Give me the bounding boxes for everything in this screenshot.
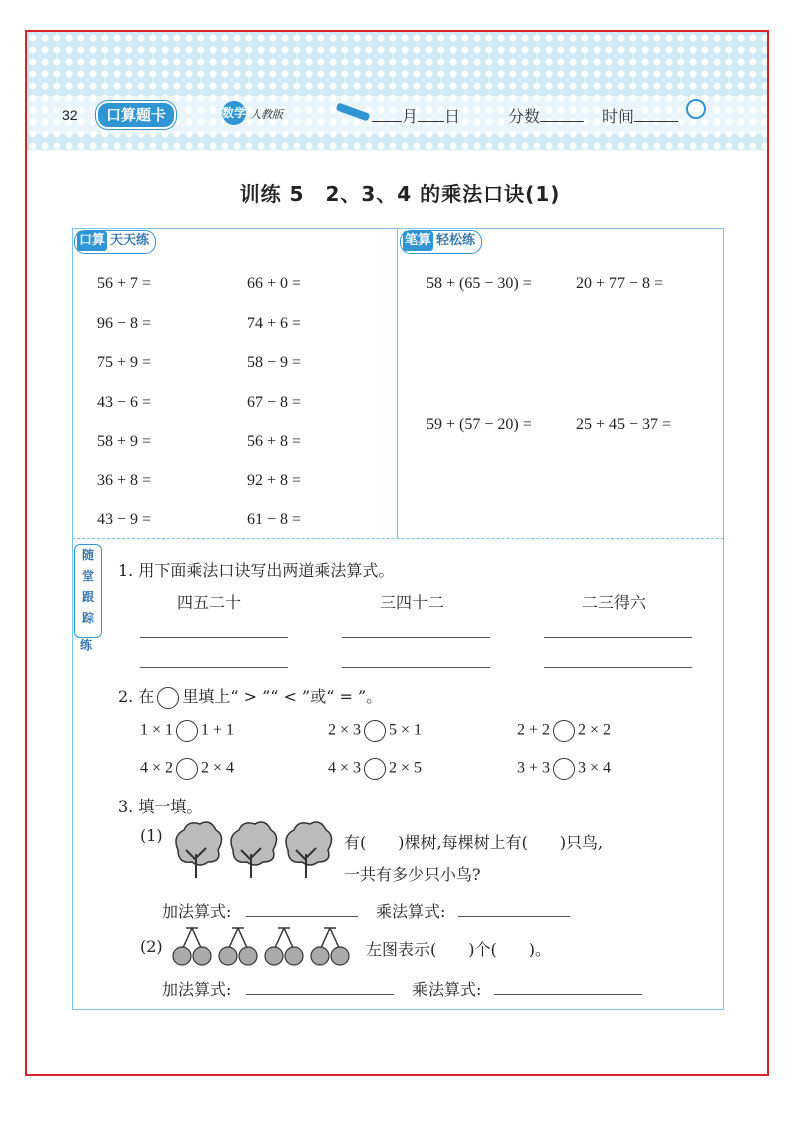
classwork-tag bbox=[74, 544, 102, 638]
written-2a: 59 + (57 − 20) = bbox=[426, 416, 532, 433]
classwork-tag-char: 练 bbox=[80, 638, 93, 652]
clock-icon bbox=[686, 99, 706, 119]
add-formula-blank[interactable] bbox=[246, 916, 358, 917]
mental-left-2: 75 + 9 = bbox=[97, 354, 152, 371]
classwork-tag-char: 堂 bbox=[81, 569, 94, 583]
q3-1-text-2: 一共有多少只小鸟? bbox=[344, 865, 481, 884]
compare-item bbox=[517, 758, 611, 780]
compare-circle[interactable] bbox=[553, 720, 575, 742]
cherries-illustration bbox=[172, 924, 354, 970]
edition-label: 人教版 bbox=[250, 108, 283, 121]
cherry-icon bbox=[219, 928, 257, 965]
cherry-icon bbox=[265, 928, 303, 965]
exercise-box bbox=[72, 228, 724, 1010]
logo: 口算题卡 bbox=[96, 101, 176, 129]
mental-left-4: 58 + 9 = bbox=[97, 433, 152, 450]
written-2b: 25 + 45 − 37 = bbox=[576, 416, 672, 433]
compare-circle[interactable] bbox=[364, 758, 386, 780]
mental-right-2: 58 − 9 = bbox=[247, 354, 302, 371]
written-tag bbox=[400, 230, 482, 254]
answer-line[interactable] bbox=[140, 637, 288, 638]
compare-right: 3 × 4 bbox=[578, 759, 612, 777]
answer-line[interactable] bbox=[342, 667, 490, 668]
page-title: 训练 5 2、3、4 的乘法口诀(1) bbox=[239, 182, 561, 206]
score-label: 分数 bbox=[508, 107, 541, 126]
subject-badge: 数学 bbox=[222, 101, 246, 125]
classwork-tag-char: 踪 bbox=[81, 611, 94, 625]
compare-item bbox=[517, 720, 611, 742]
mul-formula-label: 乘法算式: bbox=[376, 902, 446, 921]
q3-1-label: (1) bbox=[140, 826, 163, 845]
compare-left: 3 + 3 bbox=[517, 759, 551, 777]
section-divider bbox=[72, 538, 724, 539]
tree-icon bbox=[286, 822, 332, 878]
compare-right: 2 × 4 bbox=[201, 759, 235, 777]
mental-tag-highlight: 口算 bbox=[77, 231, 107, 251]
mental-tag-text: 天天练 bbox=[110, 233, 150, 248]
q1-item-1: 三四十二 bbox=[380, 593, 445, 612]
compare-left: 4 × 3 bbox=[328, 759, 362, 777]
mental-right-0: 66 + 0 = bbox=[247, 275, 302, 292]
q3-1-text-1: 有( )棵树,每棵树上有( )只鸟, bbox=[344, 833, 604, 852]
compare-left: 4 × 2 bbox=[140, 759, 174, 777]
mental-left-1: 96 − 8 = bbox=[97, 315, 152, 332]
cherry-icon bbox=[311, 928, 349, 965]
tree-icon bbox=[176, 822, 222, 878]
mental-right-6: 61 − 8 = bbox=[247, 511, 302, 528]
compare-left: 1 × 1 bbox=[140, 721, 174, 739]
q2-prefix: 2. 在 bbox=[118, 687, 155, 706]
answer-line[interactable] bbox=[544, 637, 692, 638]
mental-tag bbox=[74, 230, 156, 254]
time-label: 时间 bbox=[602, 107, 635, 126]
answer-line[interactable] bbox=[544, 667, 692, 668]
tree-icon bbox=[231, 822, 277, 878]
q1-item-2: 二三得六 bbox=[582, 593, 647, 612]
written-1b: 20 + 77 − 8 = bbox=[576, 275, 664, 292]
column-divider bbox=[397, 228, 398, 539]
compare-left: 2 × 3 bbox=[328, 721, 362, 739]
time-field bbox=[602, 104, 678, 127]
q3-2-label: (2) bbox=[140, 937, 163, 956]
compare-circle[interactable] bbox=[364, 720, 386, 742]
compare-item bbox=[328, 720, 422, 742]
score-field bbox=[508, 104, 584, 127]
mul-formula-blank-2[interactable] bbox=[494, 994, 642, 995]
mul-formula-blank[interactable] bbox=[458, 916, 570, 917]
date-field bbox=[372, 104, 460, 127]
answer-line[interactable] bbox=[140, 667, 288, 668]
q3-2-text: 左图表示( )个( )。 bbox=[366, 940, 551, 959]
question-3: 3. 填一填。 bbox=[118, 797, 203, 816]
mul-formula-label-2: 乘法算式: bbox=[412, 980, 482, 999]
written-1a: 58 + (65 − 30) = bbox=[426, 275, 532, 292]
month-label: 月 bbox=[402, 107, 419, 126]
page-number: 32 bbox=[62, 107, 78, 123]
add-formula-blank-2[interactable] bbox=[246, 994, 394, 995]
compare-right: 2 × 2 bbox=[578, 721, 612, 739]
classwork-tag-char: 随 bbox=[81, 548, 94, 562]
day-label: 日 bbox=[444, 107, 461, 126]
written-tag-highlight: 笔算 bbox=[403, 231, 433, 251]
answer-line[interactable] bbox=[342, 637, 490, 638]
add-formula-label-2: 加法算式: bbox=[162, 980, 232, 999]
mental-left-6: 43 − 9 = bbox=[97, 511, 152, 528]
compare-circle[interactable] bbox=[176, 758, 198, 780]
compare-circle[interactable] bbox=[176, 720, 198, 742]
compare-right: 5 × 1 bbox=[389, 721, 423, 739]
circle-icon bbox=[157, 687, 179, 709]
compare-circle[interactable] bbox=[553, 758, 575, 780]
compare-right: 2 × 5 bbox=[389, 759, 423, 777]
compare-item bbox=[328, 758, 422, 780]
mental-left-0: 56 + 7 = bbox=[97, 275, 152, 292]
mental-right-5: 92 + 8 = bbox=[247, 472, 302, 489]
compare-item bbox=[140, 720, 234, 742]
question-2 bbox=[118, 684, 382, 709]
trees-illustration bbox=[170, 820, 335, 882]
mental-left-3: 43 − 6 = bbox=[97, 394, 152, 411]
mental-left-5: 36 + 8 = bbox=[97, 472, 152, 489]
add-formula-label: 加法算式: bbox=[162, 902, 232, 921]
cherry-icon bbox=[173, 928, 211, 965]
compare-right: 1 + 1 bbox=[201, 721, 235, 739]
written-tag-text: 轻松练 bbox=[436, 233, 476, 248]
mental-right-3: 67 − 8 = bbox=[247, 394, 302, 411]
compare-left: 2 + 2 bbox=[517, 721, 551, 739]
q2-suffix: 里填上“ > ”“ < ”或“ = ”。 bbox=[182, 687, 383, 706]
mental-right-4: 56 + 8 = bbox=[247, 433, 302, 450]
compare-item bbox=[140, 758, 234, 780]
q1-item-0: 四五二十 bbox=[177, 593, 242, 612]
question-1: 1. 用下面乘法口诀写出两道乘法算式。 bbox=[118, 561, 395, 580]
classwork-tag-char: 跟 bbox=[81, 590, 94, 604]
mental-right-1: 74 + 6 = bbox=[247, 315, 302, 332]
